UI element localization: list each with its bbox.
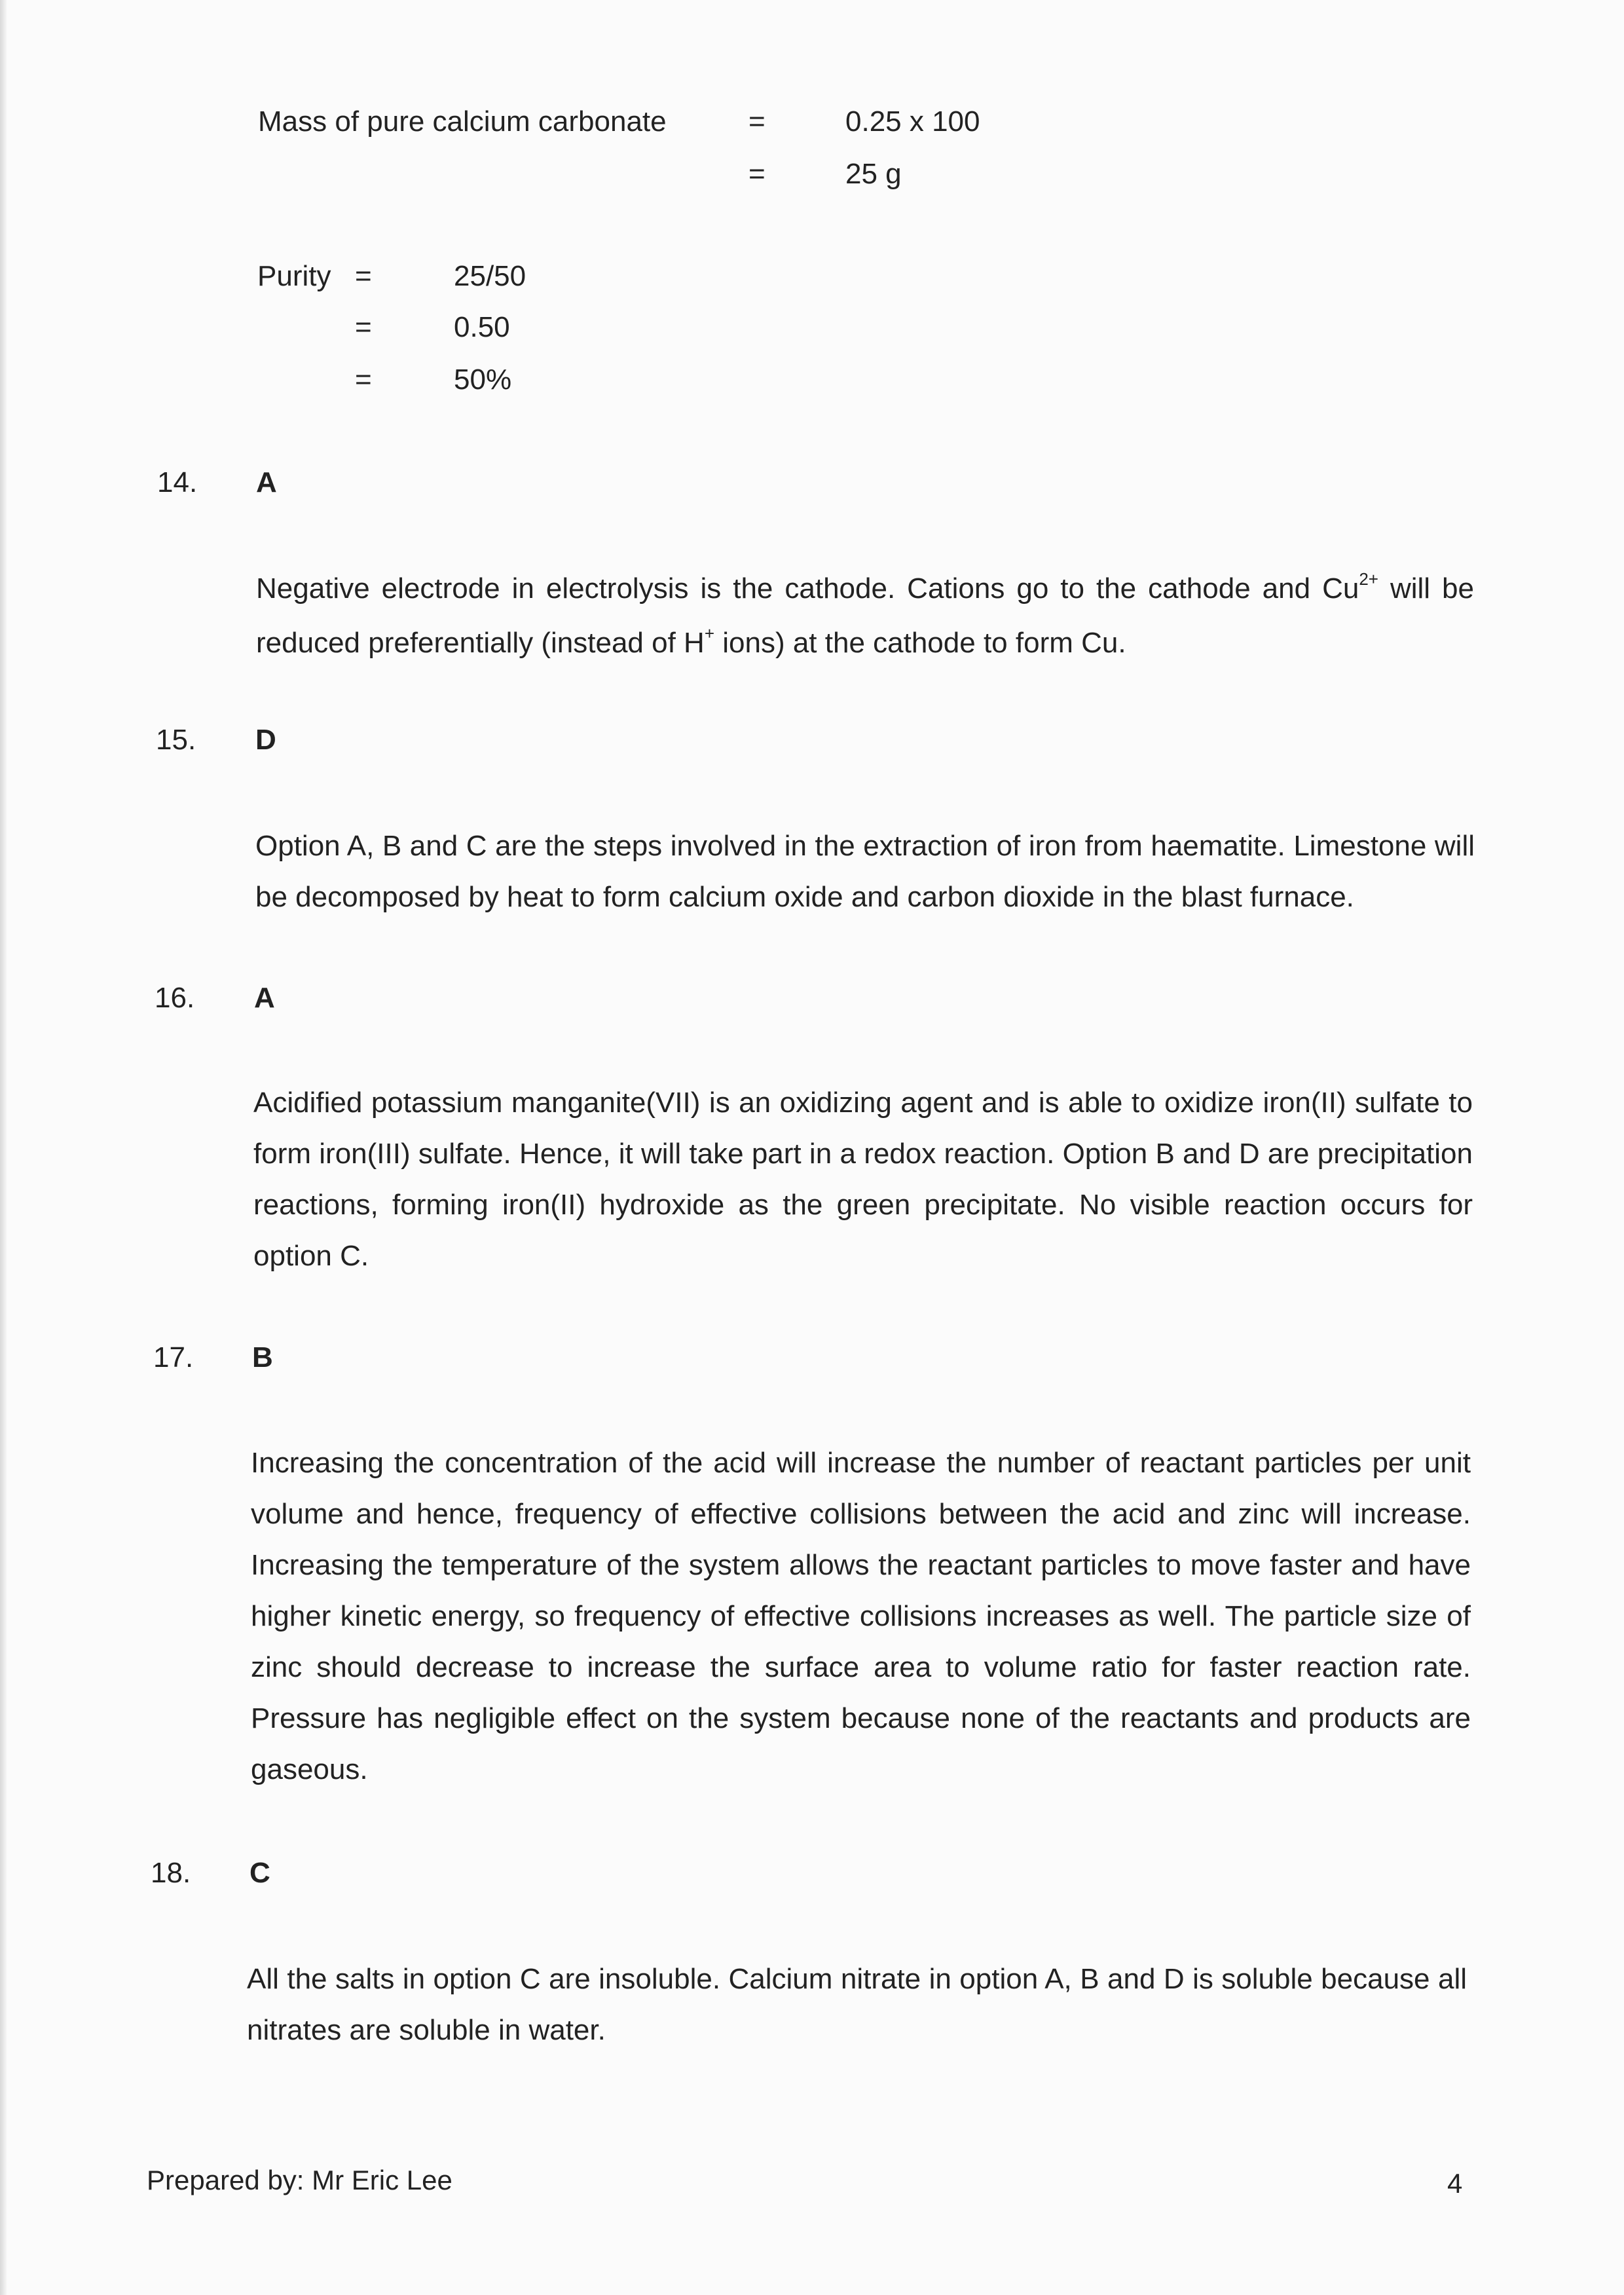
question-answer: B — [252, 1341, 273, 1373]
question-number: 14. — [157, 466, 198, 498]
explanation-text: Negative electrode in electrolysis is the cathode. Cations go to the cathode and Cu — [256, 572, 1359, 605]
equals-sign: = — [355, 260, 372, 292]
question-explanation: Acidified potassium manganite(VII) is an oxidizing agent and is able to oxidize iron(II) sulfate to form iron(III) sulfate. Hence, it will take part in a redox reaction. Option B and D are precipitation reactions, forming iron(II) hydroxide as the green precipitate. No visible reaction occurs for option C. — [253, 1087, 1473, 1272]
explanation-text: will be reduced preferentially (instead of H — [256, 572, 1474, 659]
prepared-by: Prepared by: Mr Eric Lee — [147, 2165, 452, 2195]
equals-sign: = — [748, 158, 766, 190]
page-number: 4 — [1447, 2168, 1463, 2199]
question-number: 16. — [155, 982, 195, 1014]
question-explanation: All the salts in option C are insoluble. Calcium nitrate in option A, B and D is soluble because all nitrates are soluble in water. — [247, 1963, 1467, 2046]
question-explanation: Increasing the concentration of the acid will increase the number of reactant particles per unit volume and hence, frequency of effective collisions between the acid and zinc will increase. Increasing the temperature of the system allows the reactant particles to move faster and have higher kinetic energy, so frequency of effective collisions increases as well. The particle size of zinc should decrease to increase the surface area to volume ratio for faster reaction rate. Pressure has negligible effect on the system because none of the reactants and products are gaseous. — [251, 1447, 1471, 1785]
purity-label: Purity — [257, 260, 331, 292]
equals-sign: = — [748, 105, 766, 138]
question-answer: A — [256, 466, 277, 498]
purity-value-3: 50% — [454, 364, 512, 396]
question-number: 17. — [153, 1341, 194, 1373]
question-explanation: Option A, B and C are the steps involved in the extraction of iron from haematite. Limestone will be decomposed by heat to form calcium oxide and carbon dioxide in the blast furnace. — [255, 830, 1475, 913]
purity-value-1: 25/50 — [454, 260, 526, 292]
superscript: 2+ — [1359, 569, 1378, 589]
question-answer: A — [254, 982, 275, 1014]
explanation-text: ions) at the cathode to form Cu. — [714, 627, 1126, 659]
question-answer: C — [249, 1857, 270, 1889]
question-number: 18. — [151, 1857, 191, 1889]
equals-sign: = — [355, 364, 372, 396]
question-explanation — [256, 563, 1474, 672]
equals-sign: = — [355, 311, 372, 343]
mass-label: Mass of pure calcium carbonate — [258, 105, 667, 138]
mass-value-1: 0.25 x 100 — [845, 105, 980, 138]
scan-edge — [0, 0, 7, 2295]
question-answer: D — [255, 724, 276, 756]
mass-value-2: 25 g — [845, 158, 902, 190]
superscript: + — [704, 624, 715, 643]
question-number: 15. — [156, 724, 196, 756]
purity-value-2: 0.50 — [454, 311, 510, 343]
